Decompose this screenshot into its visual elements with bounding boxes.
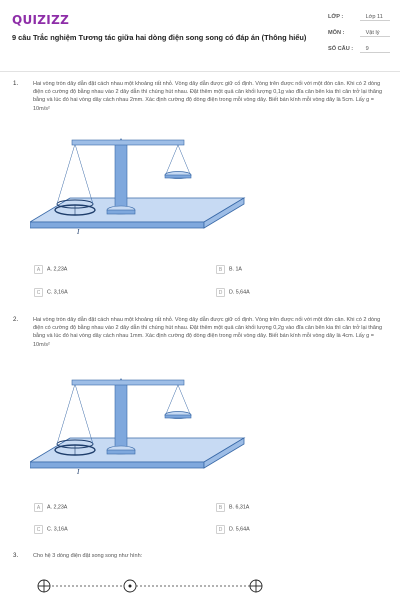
- option-d[interactable]: [216, 288, 250, 298]
- option-text: A. 2,23A: [47, 504, 68, 511]
- meta-count-label: SỐ CÂU :: [328, 46, 354, 52]
- balance-column: [115, 384, 127, 452]
- balance-column: [115, 144, 127, 212]
- option-c[interactable]: [34, 525, 68, 535]
- meta-class: [328, 14, 390, 21]
- page-header: [0, 0, 400, 72]
- balance-figure: [30, 370, 250, 482]
- option-d[interactable]: [216, 525, 250, 535]
- question-text: Hai vòng tròn dây dẫn đặt cách nhau một khoảng rất nhỏ. Vòng dây dẫn được giữ cố định. Vòng trên được nối với một đòn cân. Khi có 2 dòng điện có cường độ bằng nhau vào 2 dây dẫn thì chúng hút nhau. Đặt thêm một quả cân khối lượng 0,1g vào đĩa cân bên kia thì cân trở lại thăng bằng và lúc đó hai vòng dây cách nhau 2mm. Xác định cường độ dòng điện trong mỗi vòng dây. Biết bán kính mỗi vòng dây là 5cm. Lấy g = 10m/s²: [33, 81, 383, 112]
- option-text: B. 6,31A: [229, 504, 250, 511]
- option-text: D. 5,64A: [229, 289, 250, 296]
- meta-class-label: LỚP :: [328, 14, 344, 20]
- option-letter: A: [34, 503, 43, 512]
- option-a[interactable]: [34, 265, 67, 275]
- balance-figure: [30, 130, 250, 242]
- option-text: D. 5,64A: [229, 526, 250, 533]
- option-letter: B: [216, 503, 225, 512]
- option-text: C. 3,16A: [47, 289, 68, 296]
- option-letter: C: [34, 288, 43, 297]
- meta-count: [328, 46, 390, 53]
- question-number: 2.: [13, 316, 19, 323]
- meta-count-value: 9: [360, 46, 390, 53]
- base-front: [30, 222, 204, 228]
- question-text: Cho hệ 3 dòng điện đặt song song như hình:: [33, 553, 143, 559]
- option-letter: B: [216, 265, 225, 274]
- question-number: 3.: [13, 552, 19, 559]
- option-letter: D: [216, 525, 225, 534]
- meta-class-value: Lớp 11: [360, 14, 390, 21]
- current-label: I: [77, 228, 80, 236]
- option-letter: C: [34, 525, 43, 534]
- option-letter: A: [34, 265, 43, 274]
- option-text: B. 1A: [229, 266, 242, 273]
- option-letter: D: [216, 288, 225, 297]
- option-c[interactable]: [34, 288, 68, 298]
- meta-subject-value: Vật lý: [360, 30, 390, 37]
- quizizz-logo: QUIZIZZ: [12, 13, 70, 27]
- option-a[interactable]: [34, 503, 67, 513]
- wire-cross-icon: [38, 580, 50, 592]
- question-number: 1.: [13, 80, 19, 87]
- balance-beam: [72, 140, 184, 145]
- option-text: A. 2,23A: [47, 266, 68, 273]
- page-title: 9 câu Trắc nghiệm Tương tác giữa hai dòng điện song song có đáp án (Thông hiểu): [12, 33, 307, 42]
- option-b[interactable]: [216, 503, 249, 513]
- meta-subject-label: MÔN :: [328, 30, 345, 36]
- balance-beam: [72, 380, 184, 385]
- current-label: I: [77, 468, 80, 476]
- parallel-currents-figure: [30, 572, 280, 600]
- question-text: Hai vòng tròn dây dẫn đặt cách nhau một khoảng rất nhỏ. Vòng dây dẫn được giữ cố định. Vòng trên được nối với một đòn cân. Khi có 2 dòng điện có cường độ bằng nhau vào 2 dây dẫn thì chúng hút nhau. Đặt thêm một quả cân khối lượng 0,2g vào đĩa cân bên kia thì cân trở lại thăng bằng và lúc đó hai vòng dây cách nhau 1mm. Xác định cường độ dòng điện trong mỗi vòng dây. Biết bán kính mỗi vòng dây là 4cm. Lấy g = 10m/s²: [33, 317, 383, 348]
- option-b[interactable]: [216, 265, 242, 275]
- meta-subject: [328, 30, 390, 37]
- wire-cross-icon: [250, 580, 262, 592]
- wire-dot-icon: [124, 580, 136, 592]
- base-front: [30, 462, 204, 468]
- option-text: C. 3,16A: [47, 526, 68, 533]
